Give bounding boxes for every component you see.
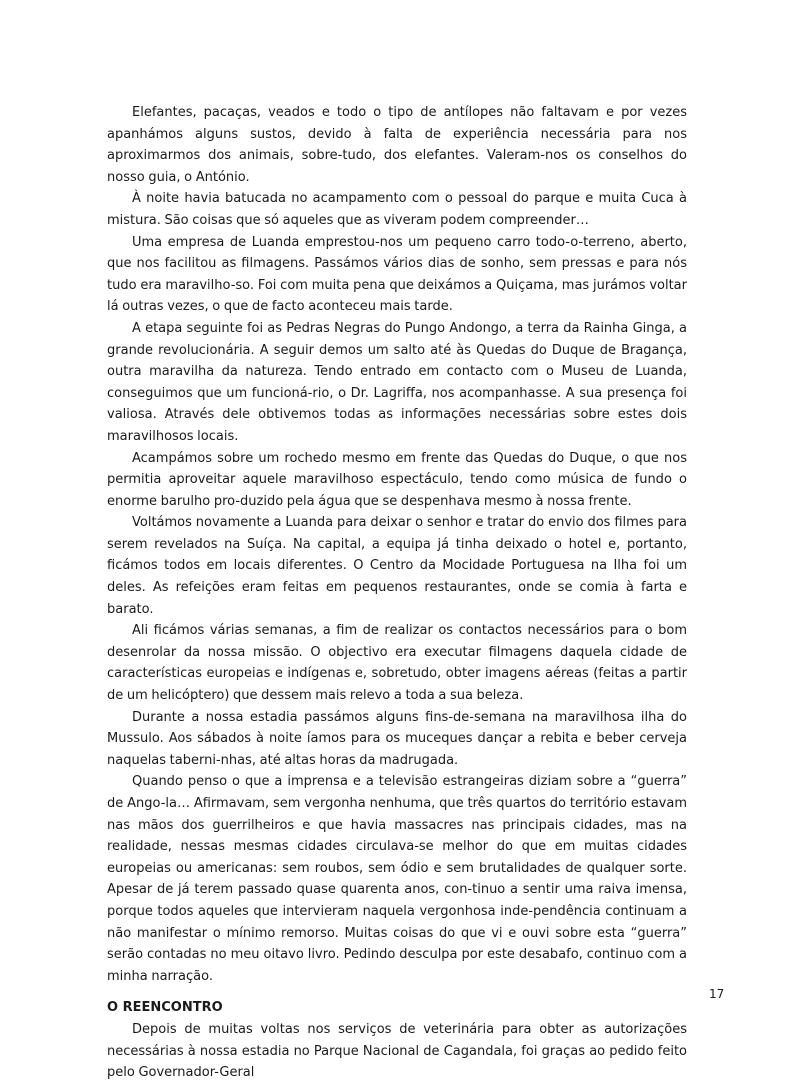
paragraph: À noite havia batucada no acampamento com o pessoal do parque e muita Cuca à mistura. São coisas que só aqueles que as viveram podem compreender… — [107, 191, 687, 228]
paragraph: Ali ficámos várias semanas, a fim de realizar os contactos necessários para o bom desenrolar da nossa missão. O objectivo era executar filmagens daquela cidade de características europeias e indígenas e, sobretudo, obter imagens aéreas (feitas a partir de um helicóptero) que dessem mais relevo a toda a sua beleza. — [107, 623, 687, 704]
page-number: 17 — [709, 987, 725, 1001]
paragraph: A etapa seguinte foi as Pedras Negras do Pungo Andongo, a terra da Rainha Ginga, a grande revolucionária. A seguir demos um salto até às Quedas do Duque de Bragança, outra maravilha da natureza. Tendo entrado em contacto com o Museu de Luanda, conseguimos que um funcioná-rio, o Dr. Lagriffa, nos acompanhasse. A sua presença foi valiosa. Através dele obtivemos todas as informações necessárias sobre estes dois maravilhosos locais. — [107, 320, 687, 444]
paragraph: Voltámos novamente a Luanda para deixar o senhor e tratar do envio dos filmes para serem revelados na Suíça. Na capital, a equipa já tinha deixado o hotel e, portanto, ficámos todos em locais diferentes. O Centro da Mocidade Portuguesa na Ilha foi um deles. As refeições eram feitas em pequenos restaurantes, onde se comia à farta e barato. — [107, 515, 687, 617]
paragraph: Acampámos sobre um rochedo mesmo em frente das Quedas do Duque, o que nos permitia aproveitar aquele maravilhoso espectáculo, tendo como música de fundo o enorme barulho pro-duzido pela água que se despenhava mesmo à nossa frente. — [107, 450, 687, 509]
paragraph: Uma empresa de Luanda emprestou-nos um pequeno carro todo-o-terreno, aberto, que nos facilitou as filmagens. Passámos vários dias de sonho, sem pressas e para nós tudo era maravilho-so. Foi com muita pena que deixámos a Quiçama, mas jurámos voltar lá outras vezes, o que de facto aconteceu mais tarde. — [107, 234, 687, 315]
paragraph: Elefantes, pacaças, veados e todo o tipo de antílopes não faltavam e por vezes apanhámos alguns sustos, devido à falta de experiência necessária para nos aproximarmos dos animais, sobre-tudo, dos elefantes. Valeram-nos os conselhos do nosso guia, o António. — [107, 105, 687, 185]
section-heading: O REENCONTRO — [107, 1000, 223, 1016]
paragraph: Quando penso o que a imprensa e a televisão estrangeiras diziam sobre a “guerra” de Ango-la… Afirmavam, sem vergonha nenhuma, que três quartos do território estavam nas mãos dos guerrilheiros e que havia massacres nas principais cidades, mas na realidade, nessas mesmas cidades circulava-se melhor do que em muitas cidades europeias ou americanas: sem roubos, sem ódio e sem brutalidades de qualquer sorte. Apesar de já terem passado quase quarenta anos, con-tinuo a sentir uma raiva imensa, porque todos aqueles que intervieram naquela vergonhosa inde-pendência continuam a não manifestar o mínimo remorso. Muitas coisas do que vi e ouvi sobre esta “guerra” serão contadas no meu oitavo livro. Pedindo desculpa por este desabafo, continuo com a minha narração. — [107, 774, 687, 984]
paragraph: Durante a nossa estadia passámos alguns fins-de-semana na maravilhosa ilha do Mussulo. Aos sábados à noite íamos para os muceques dançar a rebita e beber cerveja naquelas taberni-nhas, até altas horas da madrugada. — [107, 709, 687, 768]
body-text — [107, 102, 687, 1084]
paragraph: Depois de muitas voltas nos serviços de veterinária para obter as autorizações necessárias à nossa estadia no Parque Nacional de Cagandala, foi graças ao pedido feito pelo Governador-Geral — [107, 1021, 687, 1081]
